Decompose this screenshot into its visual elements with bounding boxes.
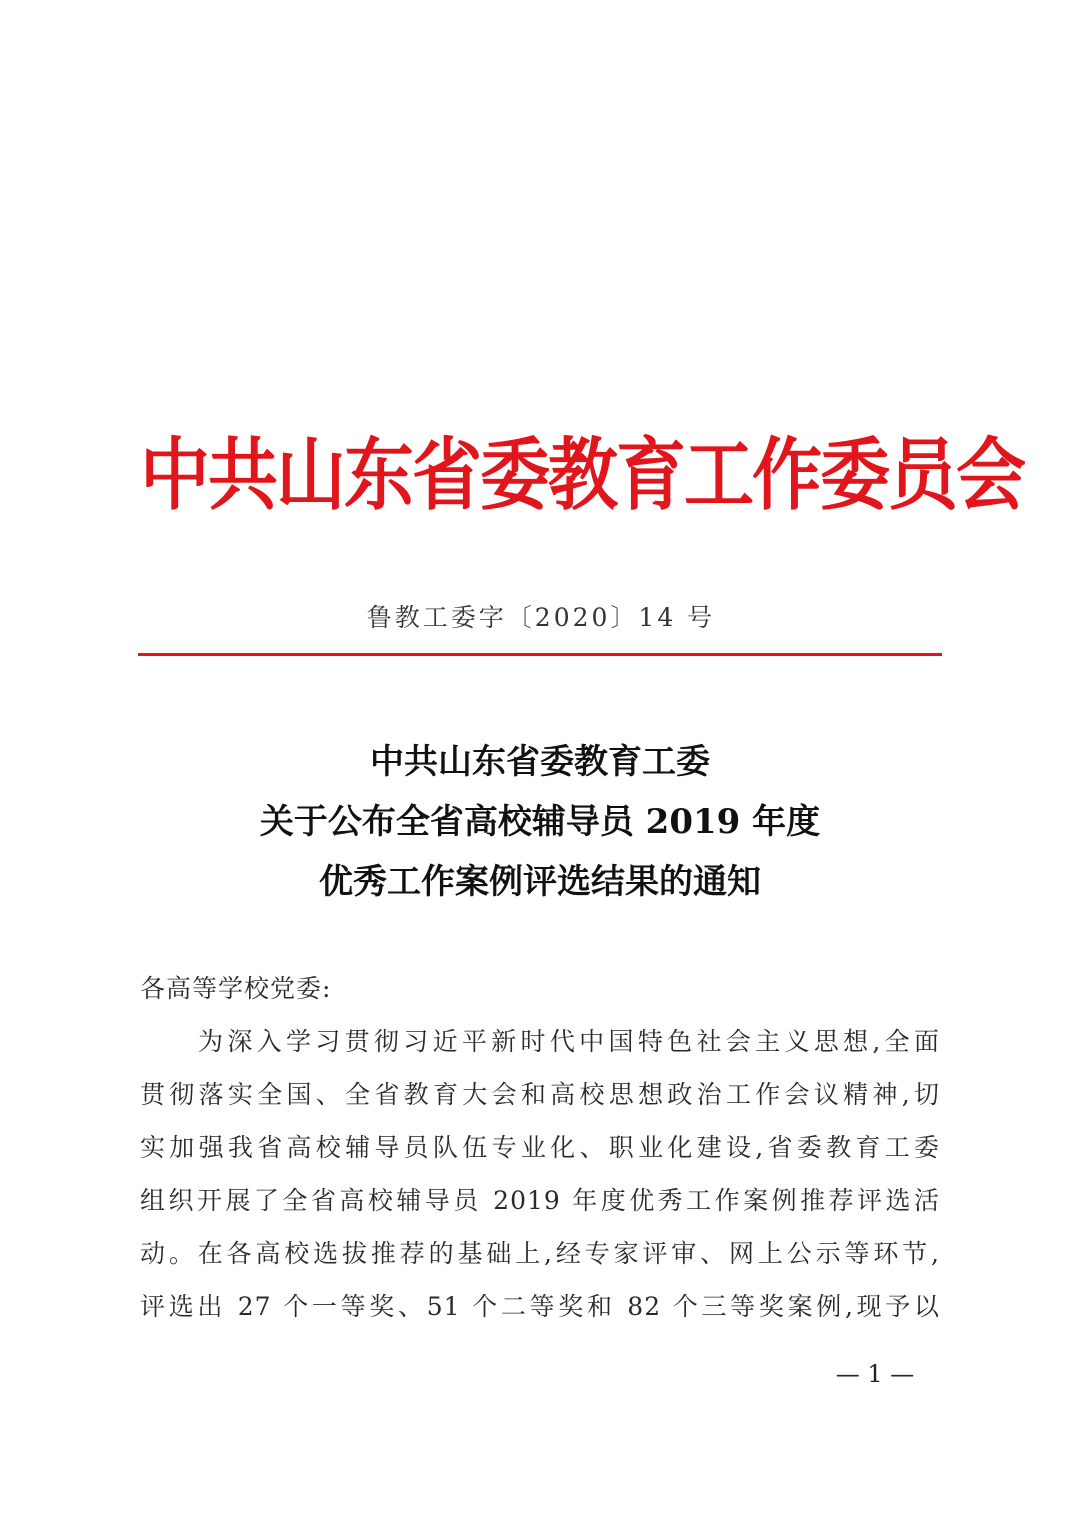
paragraph-line: 为深入学习贯彻习近平新时代中国特色社会主义思想,全面 xyxy=(198,1027,940,1056)
notice-title-line-2: 关于公布全省高校辅导员 2019 年度 xyxy=(259,802,821,842)
notice-title-line-3: 优秀工作案例评选结果的通知 xyxy=(319,862,761,902)
paragraph-line: 实加强我省高校辅导员队伍专业化、职业化建设,省委教育工委 xyxy=(140,1133,940,1162)
notice-body xyxy=(140,962,940,1333)
document-number: 鲁教工委字〔2020〕14 号 xyxy=(366,603,716,632)
page-number: — 1 — xyxy=(835,1360,915,1388)
notice-title-line-1: 中共山东省委教育工委 xyxy=(370,742,710,782)
red-divider-line xyxy=(138,653,942,656)
paragraph-line: 动。在各高校选拔推荐的基础上,经专家评审、网上公示等环节, xyxy=(140,1239,940,1268)
paragraph-line: 评选出 27 个一等奖、51 个二等奖和 82 个三等奖案例,现予以 xyxy=(140,1292,940,1321)
notice-title xyxy=(140,732,940,912)
salutation: 各高等学校党委: xyxy=(140,974,332,1003)
letterhead-org-name: 中共山东省委教育工作委员会 xyxy=(140,427,1024,521)
paragraph-line: 贯彻落实全国、全省教育大会和高校思想政治工作会议精神,切 xyxy=(140,1080,940,1109)
paragraph-line: 组织开展了全省高校辅导员 2019 年度优秀工作案例推荐评选活 xyxy=(140,1186,940,1215)
